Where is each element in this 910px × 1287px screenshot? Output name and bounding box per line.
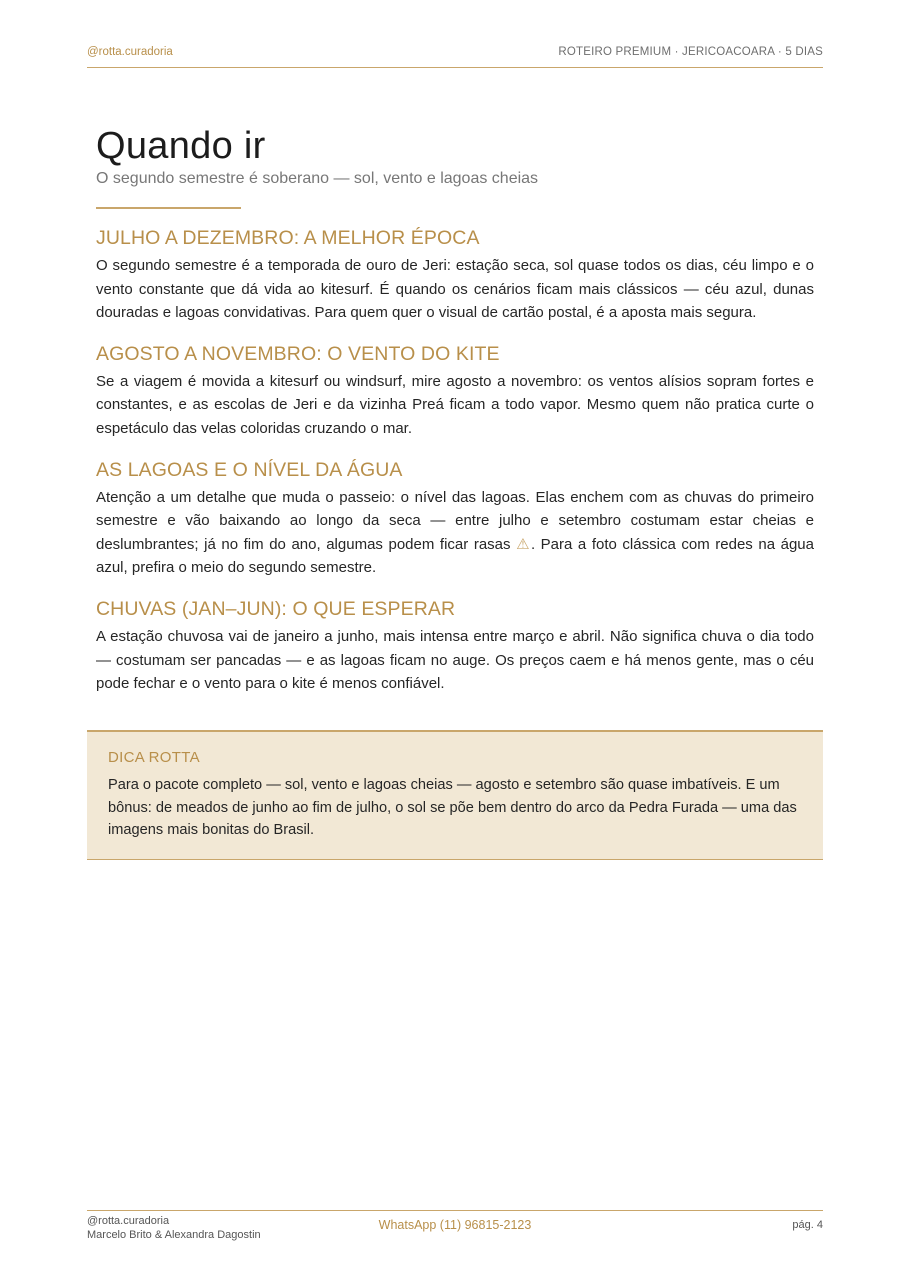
section-best-season [96, 226, 814, 325]
header-brand: @rotta.curadoria [87, 46, 173, 58]
header-document-title: ROTEIRO PREMIUM · JERICOACOARA · 5 DIAS [558, 46, 823, 58]
section-body: O segundo semestre é a temporada de ouro de Jeri: estação seca, sol quase todos os dias, céu limpo e o vento constante que dá vida ao kitesurf. É quando os cenários ficam mais clássicos — céu azul, dunas douradas e lagoas convidativas. Para quem quer o visual de cartão postal, é a aposta mais segura. [96, 257, 814, 322]
tip-title: DICA ROTTA [108, 749, 200, 766]
section-title: AS LAGOAS E O NÍVEL DA ÁGUA [96, 458, 403, 481]
tip-box [87, 730, 823, 860]
footer-page-number: pág. 4 [792, 1219, 823, 1231]
page-title: Quando ir [96, 125, 266, 167]
title-divider [96, 207, 241, 209]
section-body: A estação chuvosa vai de janeiro a junho, mais intensa entre março e abril. Não significa chuva o dia todo — costumam ser pancadas — e as lagoas ficam no auge. Os preços caem e há menos gente, mas o céu pode fechar e o vento para o kite é menos confiável. [96, 627, 814, 693]
section-body-part: Atenção a um detalhe que muda o passeio: o nível das lagoas. Elas enchem com as chuvas do primeiro semestre e vão baixando ao longo da seca — entre julho e setembro costumam estar cheias e deslumbrantes; já no fim do ano, algumas podem ficar rasas [96, 488, 814, 553]
main-content [96, 124, 814, 696]
footer-authors: Marcelo Brito & Alexandra Dagostin [87, 1229, 261, 1241]
page-subtitle: O segundo semestre é soberano — sol, vento e lagoas cheias [96, 170, 539, 187]
page-header [87, 46, 823, 68]
section-body [96, 486, 814, 580]
section-title: CHUVAS (JAN–JUN): O QUE ESPERAR [96, 597, 456, 620]
section-title: AGOSTO A NOVEMBRO: O VENTO DO KITE [96, 342, 500, 365]
section-kite-wind [96, 342, 814, 441]
section-title: JULHO A DEZEMBRO: A MELHOR ÉPOCA [96, 227, 480, 249]
section-body: Se a viagem é movida a kitesurf ou windsurf, mire agosto a novembro: os ventos alísios sopram fortes e constantes, e as escolas de Jeri e da vizinha Preá ficam a todo vapor. Mesmo quem não pratica curte o espetáculo das velas coloridas cruzando o mar. [96, 372, 814, 437]
tip-body: Para o pacote completo — sol, vento e lagoas cheias — agosto e setembro são quase imbatíveis. E um bônus: de meados de junho ao fim de julho, o sol se põe bem dentro do arco da Pedra Furada — uma das imagens mais bonitas do Brasil. [108, 777, 797, 838]
footer-brand: @rotta.curadoria [87, 1215, 170, 1227]
footer-whatsapp: WhatsApp (11) 96815-2123 [378, 1218, 532, 1232]
section-rainy-season [96, 597, 814, 696]
section-lagoons [96, 458, 814, 580]
page-footer [87, 1210, 823, 1241]
warning-icon: ⚠ [516, 535, 531, 553]
section-body-part: . Para a foto clássica com redes na água azul, prefira o meio do segundo semestre. [96, 535, 814, 577]
